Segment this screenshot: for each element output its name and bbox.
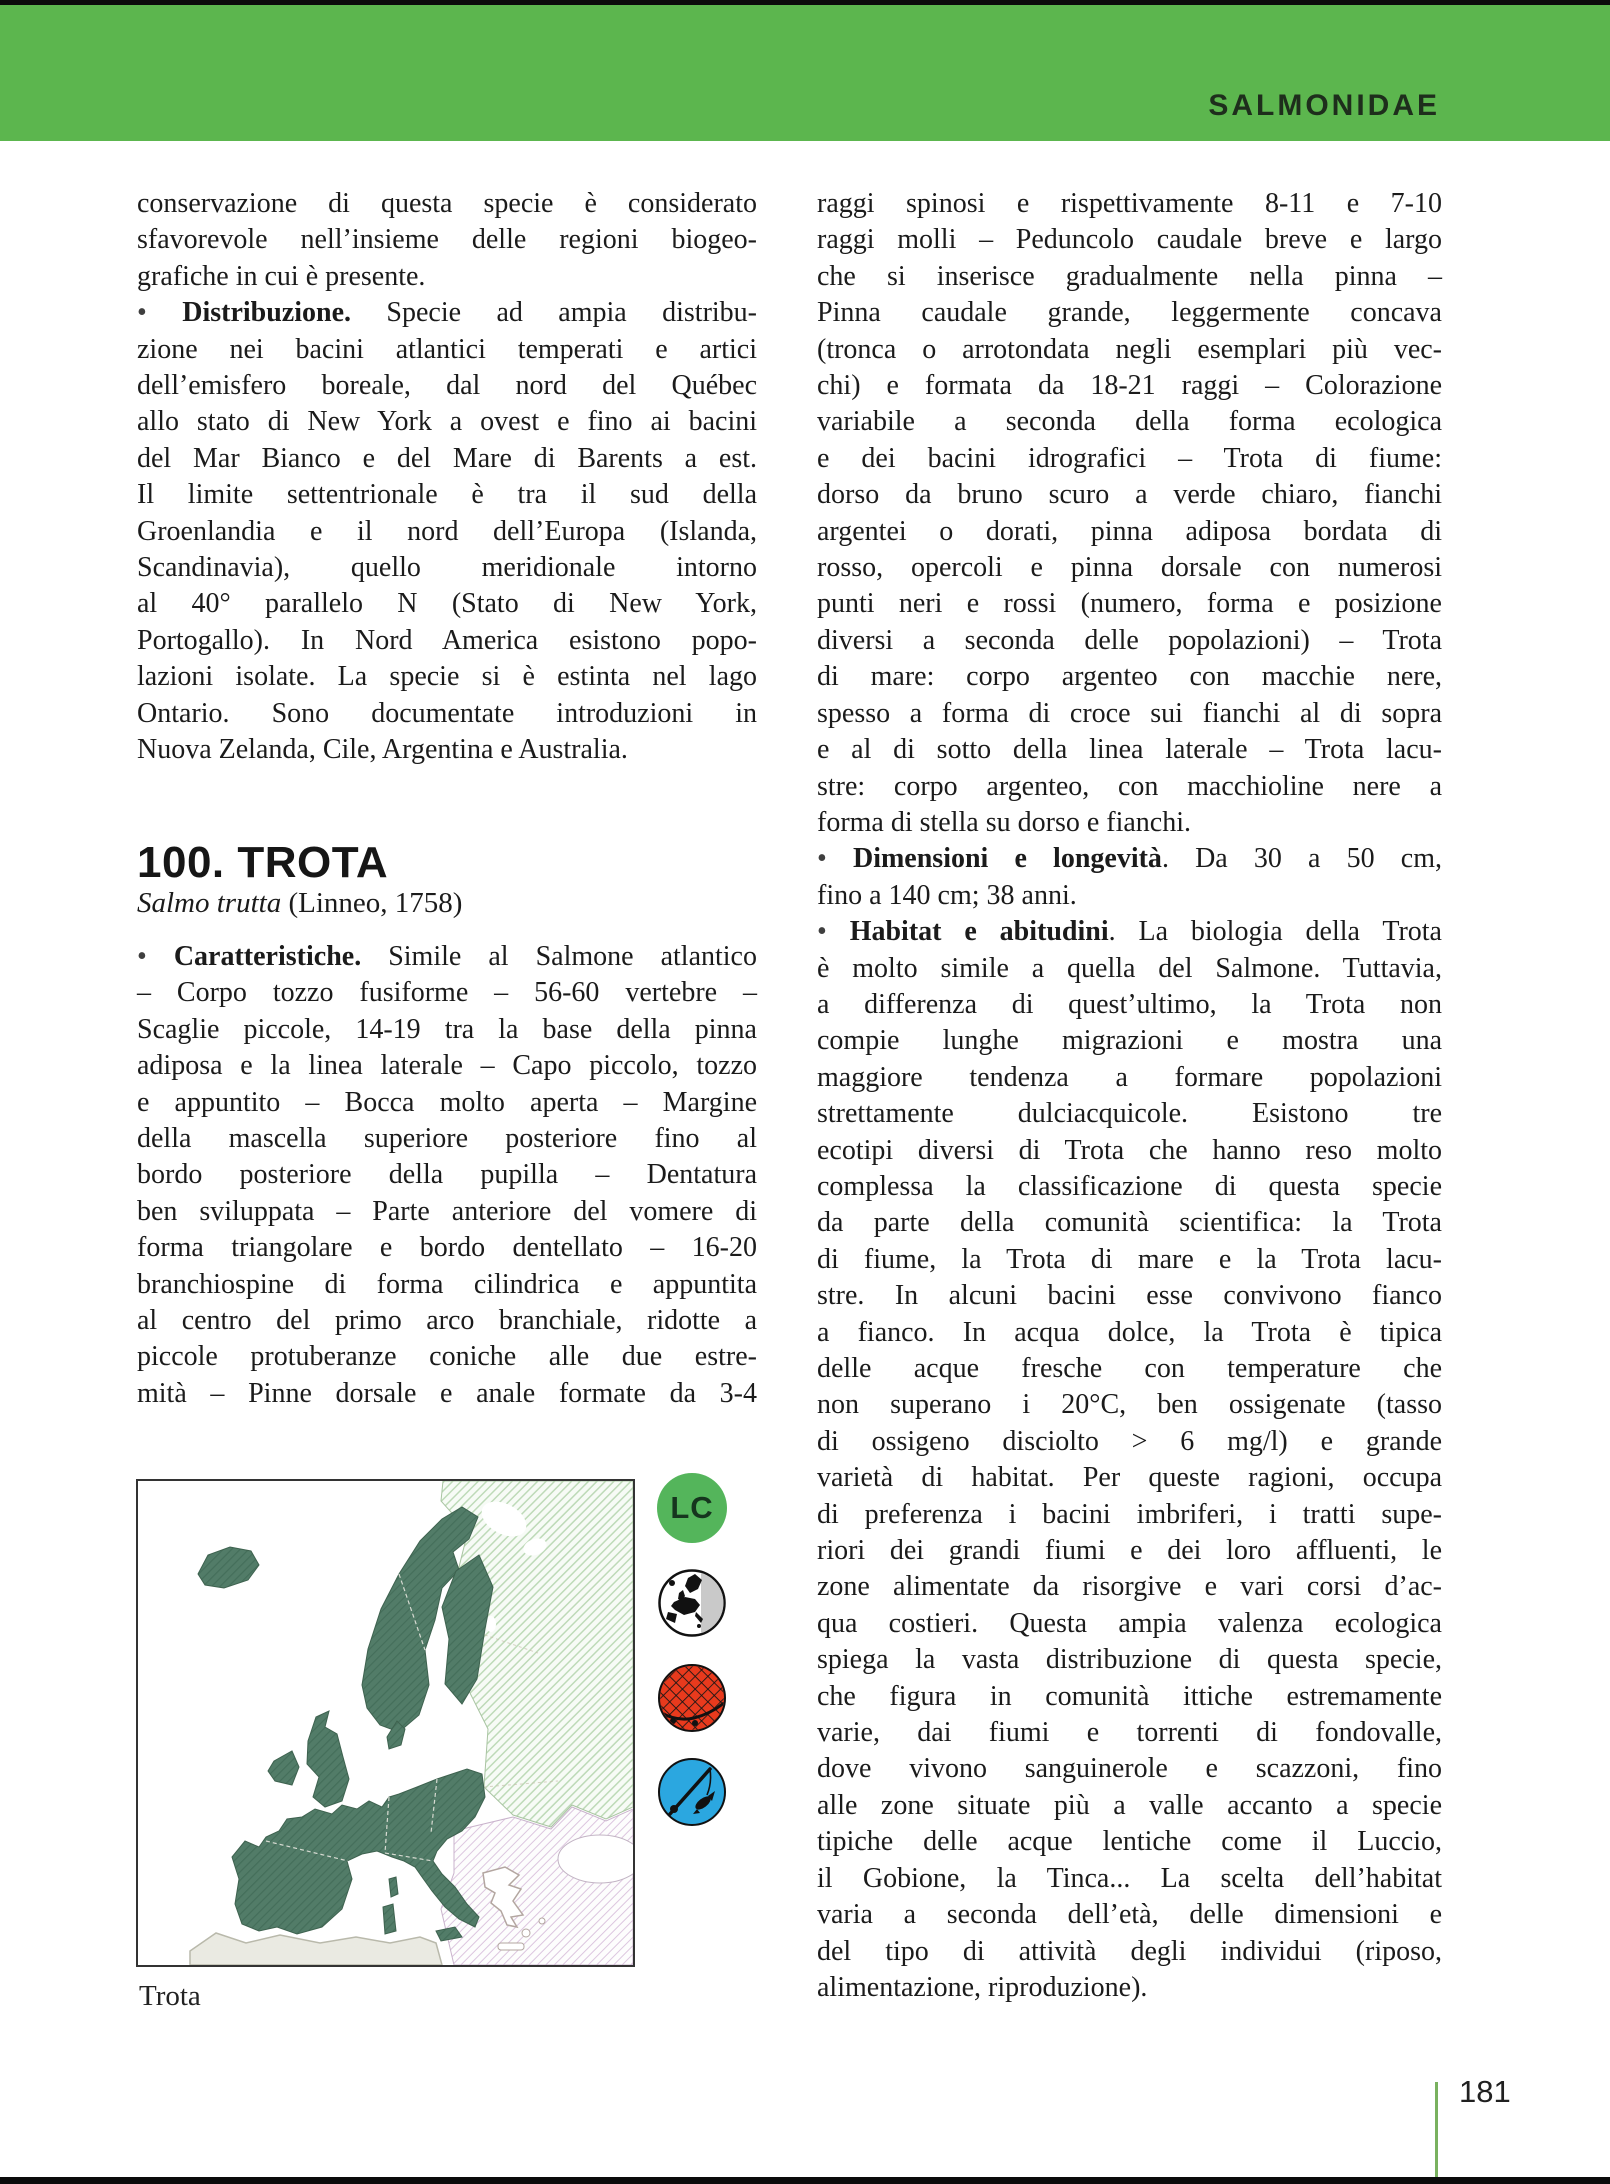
text-line: di preferenza i bacini imbriferi, i tratti supe- [817, 1498, 1442, 1530]
text-line: zone alimentate da risorgive e vari corsi d’ac- [817, 1571, 1442, 1603]
text-line: a differenza di quest’ultimo, la Trota non [817, 988, 1442, 1020]
text-line: raggi spinosi e rispettivamente 8-11 e 7-10 [817, 188, 1442, 219]
text-line: stre. In alcuni bacini esse convivono fianco [817, 1280, 1442, 1312]
text-line: sfavorevole nell’insieme delle regioni biogeo- [137, 224, 757, 256]
text-line: e al di sotto della linea laterale – Trota lacu- [817, 734, 1442, 766]
text-line: varia a seconda dell’età, delle dimensioni e [817, 1899, 1442, 1931]
text-line: mità – Pinne dorsale e anale formate da 3-4 [137, 1377, 757, 1409]
text-line: allo stato di New York a ovest e fino ai bacini [137, 406, 757, 438]
europe-map-figure [138, 1481, 633, 1965]
text-line: rosso, opercoli e pinna dorsale con numerosi [817, 552, 1442, 584]
text-line: Scaglie piccole, 14-19 tra la base della pinna [137, 1013, 757, 1045]
text-line: variabile a seconda della forma ecologica [817, 406, 1442, 438]
text-line: tipiche delle acque lentiche come il Luccio, [817, 1826, 1442, 1858]
text-line: alle zone situate più a valle accanto a specie [817, 1789, 1442, 1821]
text-line: non superano i 20°C, ben ossigenate (tasso [817, 1389, 1442, 1421]
text-line: zione nei bacini atlantici temperati e artici [137, 333, 757, 365]
map-caption: Trota [139, 1980, 201, 2012]
text-line: Portogallo). In Nord America esistono popo- [137, 624, 757, 656]
text-line: al centro del primo arco branchiale, ridotte a [137, 1304, 757, 1336]
text-line: • Distribuzione. Specie ad ampia distribu- [137, 297, 757, 329]
text-line: forma triangolare e bordo dentellato – 16-20 [137, 1232, 757, 1264]
scan-edge-bottom [0, 2177, 1610, 2184]
text-line: Nuova Zelanda, Cile, Argentina e Australia. [137, 734, 628, 766]
text-line: forma di stella su dorso e fianchi. [817, 806, 1192, 838]
text-line: compie lunghe migrazioni e mostra una [817, 1025, 1442, 1057]
distribution-map [136, 1479, 635, 1967]
text-line: e appuntito – Bocca molto aperta – Margine [137, 1086, 757, 1118]
text-line: Il limite settentrionale è tra il sud della [137, 479, 757, 511]
species-scientific-name: Salmo trutta (Linneo, 1758) [137, 886, 463, 919]
text-line: conservazione di questa specie è considerato [137, 188, 757, 219]
text-line: branchiospine di forma cilindrica e appuntita [137, 1268, 757, 1300]
footer-rule [1435, 2082, 1438, 2178]
family-title: SALMONIDAE [1208, 89, 1440, 122]
text-line: riori dei grandi fiumi e dei loro affluenti, le [817, 1535, 1442, 1567]
text-line: chi) e formata da 18-21 raggi – Colorazione [817, 370, 1442, 402]
text-line: varietà di habitat. Per queste ragioni, occupa [817, 1462, 1442, 1494]
text-line: ben sviluppata – Parte anteriore del vomere di [137, 1195, 757, 1227]
text-line: della mascella superiore posteriore fino al [137, 1122, 757, 1154]
text-line: dell’emisfero boreale, dal nord del Québec [137, 370, 757, 402]
text-line: delle acque fresche con temperature che [817, 1353, 1442, 1384]
left-text-column [137, 186, 757, 1412]
map-region-southern [441, 1807, 633, 1965]
text-line: da parte della comunità scientifica: la Trota [817, 1207, 1442, 1239]
text-line: del Mar Bianco e del Mare di Barents a est. [137, 442, 757, 474]
text-line: spiega la vasta distribuzione di questa specie, [817, 1644, 1442, 1676]
text-line: di mare: corpo argenteo con macchie nere, [817, 661, 1442, 693]
text-line: dorso da bruno scuro a verde chiaro, fianchi [817, 479, 1442, 511]
text-line: a fianco. In acqua dolce, la Trota è tipica [817, 1316, 1442, 1348]
text-line: punti neri e rossi (numero, forma e posizione [817, 588, 1442, 620]
text-line: al 40° parallelo N (Stato di New York, [137, 588, 757, 620]
text-line: spesso a forma di croce sui fianchi al di sopra [817, 697, 1442, 729]
text-line: argentei o dorati, pinna adiposa bordata di [817, 515, 1442, 547]
text-line: piccole protuberanze coniche alle due estre- [137, 1341, 757, 1373]
text-line: Ontario. Sono documentate introduzioni in [137, 697, 757, 729]
right-text-column [817, 186, 1442, 2006]
text-line: che si inserisce gradualmente nella pinna – [817, 260, 1442, 292]
map-black-sea [558, 1835, 633, 1883]
text-line: varie, dai fiumi e torrenti di fondovalle, [817, 1717, 1442, 1749]
text-line: fino a 140 cm; 38 anni. [817, 879, 1077, 911]
fishing-net-icon [657, 1663, 727, 1733]
text-line: • Dimensioni e longevità. Da 30 a 50 cm, [817, 843, 1442, 875]
text-line: qua costieri. Questa ampia valenza ecologica [817, 1607, 1442, 1639]
text-line: Groenlandia e il nord dell’Europa (Islanda, [137, 515, 757, 547]
text-line: di ossigeno disciolto > 6 mg/l) e grande [817, 1425, 1442, 1457]
text-line: – Corpo tozzo fusiforme – 56-60 vertebre – [137, 977, 757, 1009]
text-line: (tronca o arrotondata negli esemplari più vec- [817, 333, 1442, 365]
conservation-status-badge [657, 1473, 727, 1543]
text-line: di fiume, la Trota di mare e la Trota lacu- [817, 1243, 1442, 1275]
species-number-heading: 100. TROTA [137, 837, 389, 887]
text-line: del tipo di attività degli individui (riposo, [817, 1935, 1442, 1967]
text-line: lazioni isolate. La specie si è estinta nel lago [137, 661, 757, 693]
text-line: ecotipi diversi di Trota che hanno reso molto [817, 1134, 1442, 1166]
text-line: è molto simile a quella del Salmone. Tuttavia, [817, 952, 1442, 984]
text-line: grafiche in cui è presente. [137, 260, 426, 292]
text-line: bordo posteriore della pupilla – Dentatura [137, 1159, 757, 1191]
text-line: stre: corpo argenteo, con macchioline nere a [817, 770, 1442, 802]
status-label: LC [670, 1490, 714, 1525]
text-line: che figura in comunità ittiche estremamente [817, 1680, 1442, 1712]
text-line: maggiore tendenza a formare popolazioni [817, 1061, 1442, 1093]
europe-globe-icon [657, 1568, 727, 1638]
text-line: complessa la classificazione di questa specie [817, 1170, 1442, 1202]
text-line: adiposa e la linea laterale – Capo piccolo, tozzo [137, 1050, 757, 1082]
family-header-bar [0, 5, 1610, 141]
text-line: e dei bacini idrografici – Trota di fiume: [817, 442, 1442, 474]
text-line: Scandinavia), quello meridionale intorno [137, 552, 757, 584]
text-line: alimentazione, riproduzione). [817, 1971, 1148, 2003]
text-line: dove vivono sanguinerole e scazzoni, fino [817, 1753, 1442, 1785]
text-line: • Habitat e abitudini. La biologia della Trota [817, 916, 1442, 948]
page-number: 181 [1459, 2074, 1511, 2109]
fishing-rod-icon [657, 1757, 727, 1827]
text-line: Pinna caudale grande, leggermente concava [817, 297, 1442, 329]
text-line: • Caratteristiche. Simile al Salmone atlantico [137, 940, 757, 972]
text-line: raggi molli – Peduncolo caudale breve e largo [817, 224, 1442, 256]
text-line: diversi a seconda delle popolazioni) – Trota [817, 624, 1442, 656]
text-line: strettamente dulciacquicole. Esistono tre [817, 1098, 1442, 1130]
text-line: il Gobione, la Tinca... La scelta dell’habitat [817, 1862, 1442, 1894]
